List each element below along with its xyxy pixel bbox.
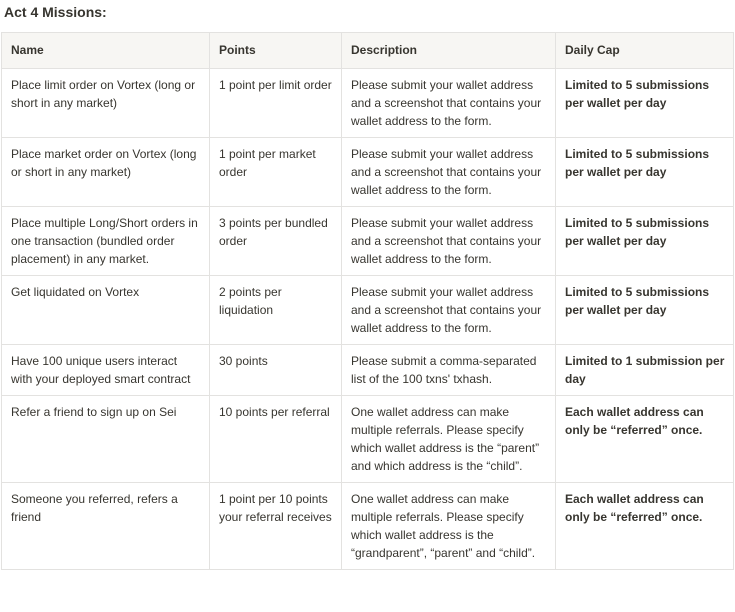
cell-points: 10 points per referral (210, 396, 342, 483)
cell-name: Place limit order on Vortex (long or short in any market) (2, 69, 210, 138)
column-header-name: Name (2, 33, 210, 69)
cell-name: Someone you referred, refers a friend (2, 483, 210, 570)
cell-daily-cap: Limited to 1 submission per day (556, 345, 734, 396)
cell-description: Please submit your wallet address and a screenshot that contains your wallet address to the form. (342, 69, 556, 138)
cell-description: Please submit a comma-separated list of the 100 txns' txhash. (342, 345, 556, 396)
cell-name: Place multiple Long/Short orders in one transaction (bundled order placement) in any market. (2, 207, 210, 276)
cell-description: Please submit your wallet address and a screenshot that contains your wallet address to the form. (342, 138, 556, 207)
table-row (2, 138, 734, 207)
cell-points: 1 point per market order (210, 138, 342, 207)
table-row (2, 207, 734, 276)
table-row (2, 276, 734, 345)
missions-table (1, 32, 734, 570)
table-row (2, 345, 734, 396)
cell-points: 1 point per 10 points your referral receives (210, 483, 342, 570)
cell-points: 1 point per limit order (210, 69, 342, 138)
cell-points: 30 points (210, 345, 342, 396)
table-header-row (2, 33, 734, 69)
cell-daily-cap: Each wallet address can only be “referred” once. (556, 483, 734, 570)
cell-name: Have 100 unique users interact with your deployed smart contract (2, 345, 210, 396)
table-row (2, 483, 734, 570)
table-row (2, 396, 734, 483)
cell-daily-cap: Each wallet address can only be “referred” once. (556, 396, 734, 483)
cell-points: 2 points per liquidation (210, 276, 342, 345)
cell-daily-cap: Limited to 5 submissions per wallet per day (556, 138, 734, 207)
cell-daily-cap: Limited to 5 submissions per wallet per day (556, 207, 734, 276)
cell-name: Place market order on Vortex (long or short in any market) (2, 138, 210, 207)
cell-name: Refer a friend to sign up on Sei (2, 396, 210, 483)
cell-description: Please submit your wallet address and a screenshot that contains your wallet address to the form. (342, 207, 556, 276)
cell-points: 3 points per bundled order (210, 207, 342, 276)
cell-description: Please submit your wallet address and a screenshot that contains your wallet address to the form. (342, 276, 556, 345)
column-header-description: Description (342, 33, 556, 69)
column-header-points: Points (210, 33, 342, 69)
cell-name: Get liquidated on Vortex (2, 276, 210, 345)
cell-description: One wallet address can make multiple referrals. Please specify which wallet address is the “grandparent”, “parent” and “child”. (342, 483, 556, 570)
cell-daily-cap: Limited to 5 submissions per wallet per day (556, 69, 734, 138)
column-header-daily-cap: Daily Cap (556, 33, 734, 69)
cell-daily-cap: Limited to 5 submissions per wallet per day (556, 276, 734, 345)
page-title: Act 4 Missions: (4, 4, 107, 20)
cell-description: One wallet address can make multiple referrals. Please specify which wallet address is the “parent” and which address is the “child”. (342, 396, 556, 483)
table-row (2, 69, 734, 138)
